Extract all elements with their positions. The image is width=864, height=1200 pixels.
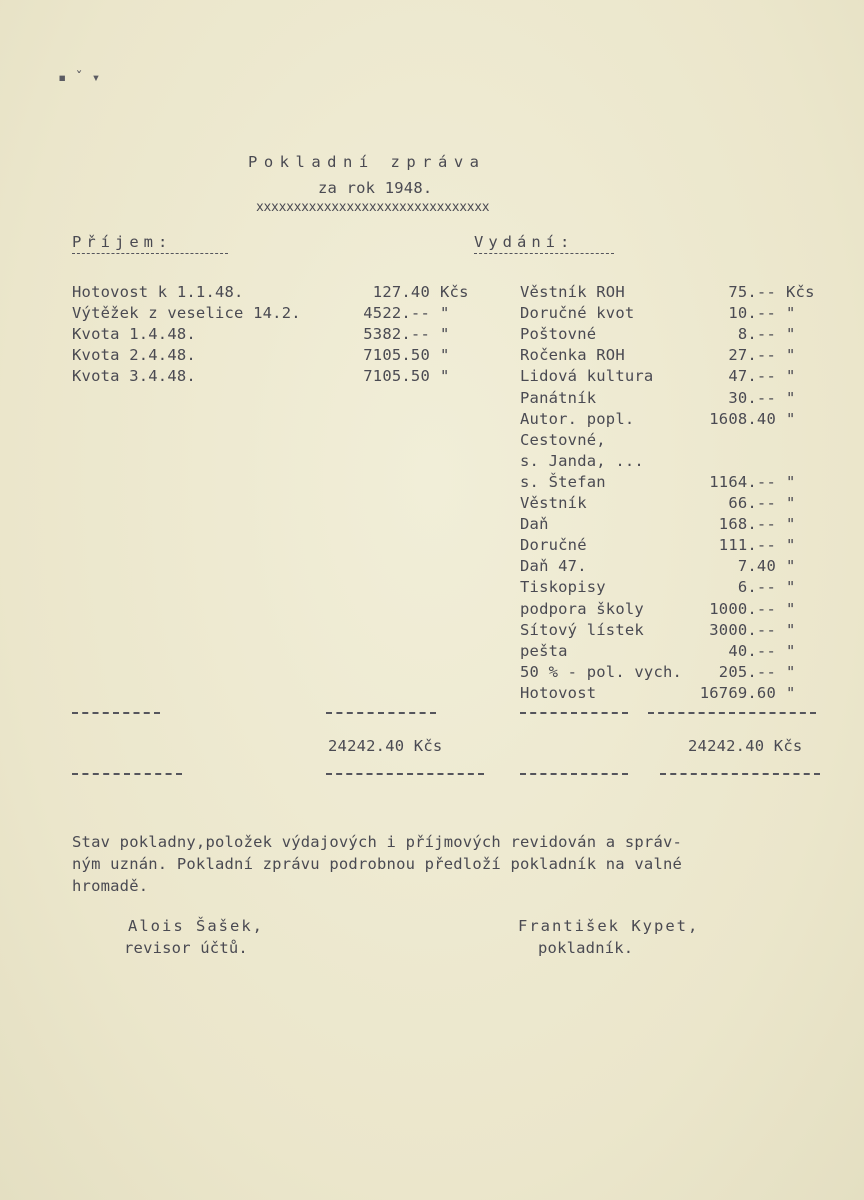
expense-row-amount: 30.--: [728, 389, 776, 407]
treasurer-name: František Kypet,: [518, 917, 700, 935]
expense-row-amount: 1164.--: [709, 473, 776, 491]
income-heading: Příjem:: [72, 233, 173, 251]
separator-line: [72, 712, 160, 714]
income-row-label: Hotovost k 1.1.48.: [72, 283, 244, 301]
expense-row-unit: ": [786, 389, 796, 407]
expense-row-amount: 111.--: [718, 536, 776, 554]
expense-row-amount: 3000.--: [709, 621, 776, 639]
separator-line: [520, 773, 628, 775]
expense-row-amount: 47.--: [728, 367, 776, 385]
expense-row-unit: ": [786, 494, 796, 512]
expense-row-amount: 10.--: [728, 304, 776, 322]
expense-row-unit: ": [786, 600, 796, 618]
expense-row-amount: 1608.40: [709, 410, 776, 428]
income-row-amount: 7105.50: [363, 346, 430, 364]
expense-row-amount: 205.--: [718, 663, 776, 681]
expenses-heading: Vydání:: [474, 233, 575, 251]
expense-row-amount: 16769.60: [699, 684, 776, 702]
expense-row-label: podpora školy: [520, 600, 644, 618]
expense-row-amount: 27.--: [728, 346, 776, 364]
expense-row-unit: Kčs: [786, 283, 815, 301]
document-subtitle: za rok 1948.: [318, 179, 433, 197]
expense-row-unit: ": [786, 642, 796, 660]
auditor-name: Alois Šašek,: [128, 917, 264, 935]
document-title: Pokladní zpráva: [248, 153, 486, 171]
expense-row-label: Sítový lístek: [520, 621, 644, 639]
separator-line: [660, 773, 820, 775]
income-row-unit: Kčs: [440, 283, 469, 301]
expense-row-amount: 8.--: [737, 325, 776, 343]
expense-row-label: pešta: [520, 642, 568, 660]
expense-row-label: Lidová kultura: [520, 367, 654, 385]
expense-row-label: Věstník ROH: [520, 283, 625, 301]
strikeout-line: xxxxxxxxxxxxxxxxxxxxxxxxxxxxxxx: [256, 200, 490, 215]
expense-row-label: s. Štefan: [520, 473, 606, 491]
income-row-amount: 127.40: [372, 283, 430, 301]
income-row-label: Výtěžek z veselice 14.2.: [72, 304, 301, 322]
income-total: 24242.40 Kčs: [328, 737, 443, 755]
expense-row-unit: ": [786, 410, 796, 428]
expense-row-label: Ročenka ROH: [520, 346, 625, 364]
expense-row-label: s. Janda, ...: [520, 452, 644, 470]
separator-line: [648, 712, 816, 714]
expense-row-unit: ": [786, 473, 796, 491]
income-heading-underline: [72, 253, 228, 254]
expense-row-unit: ": [786, 684, 796, 702]
income-row-unit: ": [440, 346, 450, 364]
expense-row-unit: ": [786, 536, 796, 554]
income-row-unit: ": [440, 304, 450, 322]
separator-line: [326, 773, 484, 775]
expense-row-label: Daň 47.: [520, 557, 587, 575]
expense-row-unit: ": [786, 515, 796, 533]
expense-row-amount: 75.--: [728, 283, 776, 301]
expense-row-label: Doručné: [520, 536, 587, 554]
expense-row-unit: ": [786, 367, 796, 385]
separator-line: [520, 712, 628, 714]
expenses-heading-underline: [474, 253, 614, 254]
income-row-amount: 7105.50: [363, 367, 430, 385]
separator-line: [326, 712, 436, 714]
expense-row-amount: 7.40: [737, 557, 776, 575]
treasurer-role: pokladník.: [538, 939, 634, 957]
expense-row-label: Cestovné,: [520, 431, 606, 449]
expense-row-label: Panátník: [520, 389, 597, 407]
expense-row-unit: ": [786, 325, 796, 343]
expense-row-label: Tiskopisy: [520, 578, 606, 596]
income-row-amount: 4522.--: [363, 304, 430, 322]
expense-row-unit: ": [786, 557, 796, 575]
expense-row-label: Poštovné: [520, 325, 597, 343]
expenses-total: 24242.40 Kčs: [688, 737, 803, 755]
expense-row-label: 50 % - pol. vych.: [520, 663, 683, 681]
separator-line: [72, 773, 182, 775]
statement-line: ným uznán. Pokladní zprávu podrobnou předloží pokladník na valné: [72, 855, 683, 873]
expense-row-label: Autor. popl.: [520, 410, 635, 428]
expense-row-unit: ": [786, 578, 796, 596]
income-row-label: Kvota 2.4.48.: [72, 346, 196, 364]
expense-row-unit: ": [786, 304, 796, 322]
expense-row-amount: 6.--: [737, 578, 776, 596]
expense-row-amount: 40.--: [728, 642, 776, 660]
income-row-amount: 5382.--: [363, 325, 430, 343]
expense-row-amount: 1000.--: [709, 600, 776, 618]
expense-row-label: Daň: [520, 515, 549, 533]
expense-row-label: Hotovost: [520, 684, 597, 702]
statement-line: Stav pokladny,položek výdajových i příjmových revidován a správ-: [72, 833, 683, 851]
expense-row-amount: 66.--: [728, 494, 776, 512]
expense-row-unit: ": [786, 663, 796, 681]
auditor-role: revisor účtů.: [124, 939, 248, 957]
ink-smudge: ▪ ˇ ▾: [58, 70, 101, 86]
statement-line: hromadě.: [72, 877, 149, 895]
expense-row-label: Věstník: [520, 494, 587, 512]
income-row-label: Kvota 3.4.48.: [72, 367, 196, 385]
expense-row-unit: ": [786, 621, 796, 639]
expense-row-label: Doručné kvot: [520, 304, 635, 322]
expense-row-amount: 168.--: [718, 515, 776, 533]
expense-row-unit: ": [786, 346, 796, 364]
income-row-unit: ": [440, 367, 450, 385]
income-row-unit: ": [440, 325, 450, 343]
income-row-label: Kvota 1.4.48.: [72, 325, 196, 343]
